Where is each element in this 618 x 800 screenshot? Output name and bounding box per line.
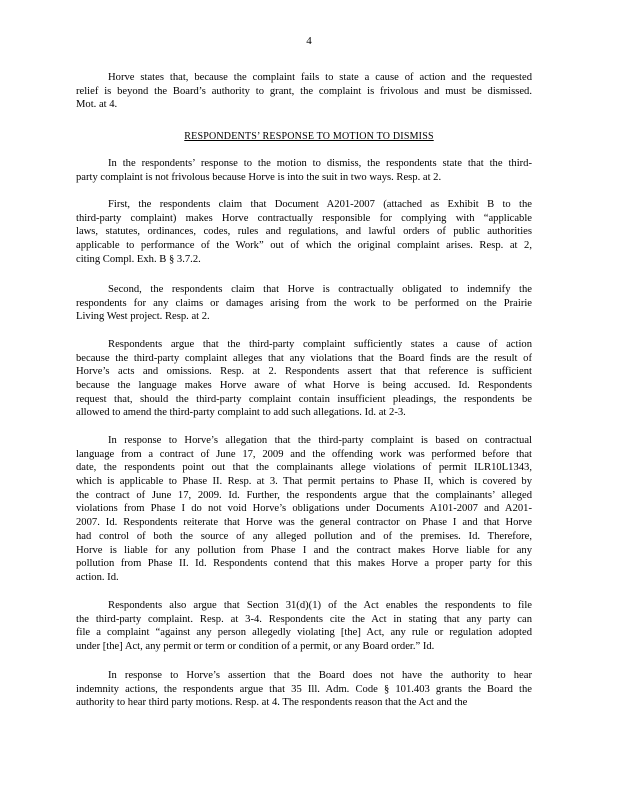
text-line: the third-party complaint. Resp. at 3-4. Respondents cite the Act in stating that any party can: [76, 613, 532, 625]
text-line: relief is beyond the Board’s authority to grant, the complaint is frivolous and must be dismissed.: [76, 85, 532, 97]
text-line: respondents for any claims or damages arising from the work to be performed on the Prairie: [76, 297, 532, 309]
section-heading: [0, 130, 618, 144]
paragraph-4: [76, 283, 532, 324]
text-line: First, the respondents claim that Document A201-2007 (attached as Exhibit B to the: [108, 199, 532, 210]
text-line: allowed to amend the third-party complaint to add such allegations. Id. at 2-3.: [76, 407, 406, 419]
text-line: applicable to performance of the Work” out of which the original complaint arises. Resp. at 2,: [76, 240, 532, 252]
text-line: language from a contract of June 17, 2009 and the offending work was performed before that: [76, 448, 532, 460]
paragraph-7: [76, 599, 532, 654]
text-line: 2007. Id. Respondents reiterate that Horve was the general contractor on Phase I and that Horve: [76, 517, 532, 529]
text-line: Horve’s acts and omissions. Resp. at 2. Respondents assert that that reference is sufficient: [76, 366, 532, 378]
text-line: Horve is liable for any pollution from Phase I and the contract makes Horve liable for any: [76, 544, 532, 556]
text-line: the contract of June 17, 2009. Id. Further, the respondents argue that the complainants’ alleged: [76, 489, 532, 501]
paragraph-5: [76, 338, 532, 420]
text-line: Respondents also argue that Section 31(d)(1) of the Act enables the respondents to file: [108, 600, 532, 611]
text-line: pollution from Phase II. Id. Respondents contend that this makes Horve a proper party for this: [76, 558, 532, 570]
page-number: 4: [306, 35, 312, 47]
text-line: date, the respondents point out that the complainants allege violations of permit ILR10L1343,: [76, 462, 532, 474]
paragraph-3: [76, 198, 532, 266]
text-line: laws, statutes, ordinances, codes, rules and regulations, and lawful orders of public authorities: [76, 226, 532, 238]
text-line: because the language makes Horve aware of what Horve is being accused. Id. Respondents: [76, 380, 532, 392]
text-line: action. Id.: [76, 571, 119, 583]
text-line: because the third-party complaint alleges that any violations that the Board finds are the result of: [76, 352, 532, 364]
text-line: In response to Horve’s allegation that the third-party complaint is based on contractual: [108, 435, 532, 446]
text-line: third-party complaint) makes Horve contractually responsible for complying with “applicable: [76, 212, 532, 224]
paragraph-8: [76, 669, 532, 710]
text-line: indemnity actions, the respondents argue that 35 Ill. Adm. Code § 101.403 grants the Board the: [76, 683, 532, 695]
text-line: Second, the respondents claim that Horve is contractually obligated to indemnify the: [108, 284, 532, 295]
text-line: Mot. at 4.: [76, 99, 118, 111]
text-line: In the respondents’ response to the motion to dismiss, the respondents state that the third-: [108, 158, 532, 169]
text-line: which is applicable to Phase II. Resp. at 3. That permit pertains to Phase II, which is covered by: [76, 476, 532, 488]
text-line: citing Compl. Exh. B § 3.7.2.: [76, 253, 201, 265]
text-line: violations from Phase I do not void Horve’s obligations under Documents A101-2007 and A201-: [76, 503, 532, 515]
paragraph-1: [76, 71, 532, 112]
paragraph-2: [76, 157, 532, 184]
text-line: had control of both the source of any alleged pollution and of the premises. Id. Therefore,: [76, 530, 532, 542]
text-line: In response to Horve’s assertion that the Board does not have the authority to hear: [108, 670, 532, 681]
text-line: Respondents argue that the third-party complaint sufficiently states a cause of action: [108, 339, 532, 350]
text-line: file a complaint “against any person allegedly violating [the] Act, any rule or regulation adopted: [76, 627, 532, 639]
section-heading-text: RESPONDENTS’ RESPONSE TO MOTION TO DISMISS: [184, 131, 434, 142]
text-line: under [the] Act, any permit or term or condition of a permit, or any Board order.” Id.: [76, 641, 435, 653]
text-line: party complaint is not frivolous because Horve is into the suit in two ways. Resp. at 2.: [76, 171, 442, 183]
text-line: request that, should the third-party complaint contain insufficient pleadings, the respondents be: [76, 393, 532, 405]
paragraph-6: [76, 434, 532, 585]
text-line: authority to hear third party motions. Resp. at 4. The respondents reason that the Act and the: [76, 697, 468, 709]
text-line: Living West project. Resp. at 2.: [76, 311, 210, 323]
text-line: Horve states that, because the complaint fails to state a cause of action and the requested: [108, 72, 532, 83]
